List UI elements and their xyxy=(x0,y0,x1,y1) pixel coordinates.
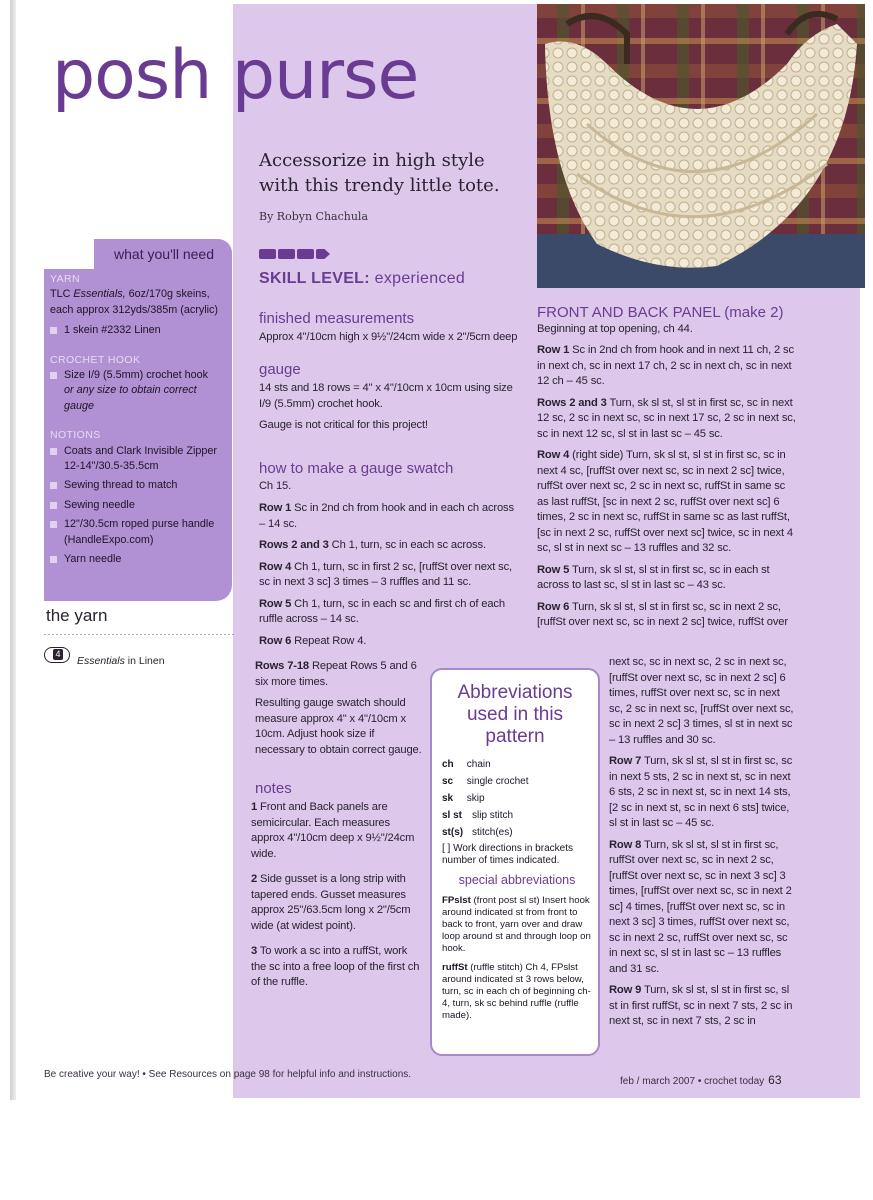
yarn-weight-number: 4 xyxy=(53,649,63,660)
swatch-row: Row 6 Repeat Row 4. xyxy=(259,634,367,647)
subtitle: Accessorize in high style with this trendy little tote. xyxy=(259,150,500,196)
finished-measurements-text: Approx 4"/10cm high x 9½"/24cm wide x 2"/5cm deep xyxy=(259,331,518,343)
note-item: 1 Front and Back panels are semicircular. Each measures approx 4"/10cm deep x 9½"/24cm wide. xyxy=(251,801,415,860)
byline: By Robyn Chachula xyxy=(259,210,369,223)
abbreviation-item: st(s) stitch(es) xyxy=(442,827,513,838)
skill-level-indicator xyxy=(259,246,332,256)
panel-row: Row 1 Sc in 2nd ch from hook and in next 11 ch, 2 sc in next ch, sc in next 17 ch, 2 sc in next ch, sc in next 12 ch – 45 sc. xyxy=(537,344,794,387)
abbreviation-item: sk skip xyxy=(442,793,485,804)
special-abbreviation: ruffSt (ruffle stitch) Ch 4, FPslst around indicated st 3 rows below, turn, sc in each ch of beginning ch-4, turn, sk sc behind ruffle (ruffle made). xyxy=(442,962,591,1021)
swatch-row: Row 5 Ch 1, turn, sc in each sc and first ch of each ruffle across – 14 sc. xyxy=(259,597,505,625)
what-you-need-heading: what you'll need xyxy=(114,246,214,262)
gauge-heading: gauge xyxy=(259,361,301,378)
swatch-row: Row 1 Sc in 2nd ch from hook and in each ch across – 14 sc. xyxy=(259,502,514,530)
hook-category: CROCHET HOOK xyxy=(50,353,141,366)
notions-category: NOTIONS xyxy=(50,429,101,442)
panel-row: Row 8 Turn, sk sl st, sl st in first sc, ruffSt over next sc, sc in next 2 sc, [ruffSt over next sc, sc in next 3 sc] 3 times, [ruffSt over next sc, sc in next 2 sc] 4 times, [ruffSt over next sc, sc in next 3 sc] 3 times, ruffSt over next sc, sc in next 2 sc, ruffSt over next sc, sc in next sc, sl st in last sc – 13 ruffles and 31 sc. xyxy=(609,838,792,975)
gauge-note: Gauge is not critical for this project! xyxy=(259,419,428,431)
swatch-intro: Ch 15. xyxy=(259,480,292,492)
abbreviations-list xyxy=(442,756,592,841)
swatch-heading: how to make a gauge swatch xyxy=(259,460,454,477)
special-abbreviation: FPslst (front post sl st) Insert hook around indicated st from front to back to front, yarn over and draw loop around st and through loop on hook. xyxy=(442,895,591,954)
bracket-note: [ ] Work directions in brackets number of times indicated. xyxy=(442,843,573,866)
abbreviation-item: sc single crochet xyxy=(442,776,529,787)
panel-row: Row 4 (right side) Turn, sk sl st, sl st in first sc, sc in next 4 sc, [ruffSt over next sc, sc in next 2 sc] twice, ruffSt over next sc, 2 sc in next sc, ruffSt in same sc as last ruffSt, [sc in next 2 sc, ruffSt over next sc] 6 times, 2 sc in next sc, ruffSt in same sc as last ruffSt, [sc in next 2 sc, ruffSt over next sc] twice, sc in next 4 sc, sl st in next sc – 13 ruffles and 32 sc. xyxy=(537,449,793,554)
abbreviation-item: ch chain xyxy=(442,759,491,770)
yarn-category: YARN xyxy=(50,273,80,285)
note-item: 2 Side gusset is a long strip with tapered ends. Gusset measures approx 25"/63.5cm long x 2"/5cm wide (at widest point). xyxy=(251,873,411,932)
yarn-description: TLC Essentials, 6oz/170g skeins, each approx 312yds/385m (acrylic) xyxy=(50,288,219,316)
special-abbreviations-list xyxy=(442,895,592,1029)
page-title: posh purse xyxy=(52,36,419,115)
purse-photo xyxy=(537,4,865,288)
panel-row: Row 9 Turn, sk sl st, sl st in first sc, sl st in first ruffSt, sc in next 7 sts, 2 sc in next st, sc in next 7 sts, 2 sc in xyxy=(609,984,793,1027)
notes-heading: notes xyxy=(255,780,292,797)
notion-item: Sewing thread to match xyxy=(50,478,226,493)
what-you-need-content xyxy=(50,272,226,568)
notion-item: Yarn needle xyxy=(50,552,226,567)
swatch-rows-wide xyxy=(259,501,521,655)
dotted-divider xyxy=(44,634,234,635)
finished-measurements-heading: finished measurements xyxy=(259,310,415,327)
panel-row: Row 6 Turn, sk sl st, sl st in first sc, sc in next 2 sc, [ruffSt over next sc, sc in next 2 sc] twice, ruffSt over xyxy=(537,600,788,628)
the-yarn-heading: the yarn xyxy=(46,606,108,625)
skill-level-label: SKILL LEVEL: xyxy=(259,270,370,287)
hook-item: Size I/9 (5.5mm) crochet hook or any size to obtain correct gauge xyxy=(50,368,226,414)
yarn-weight-icon xyxy=(44,647,70,663)
abbreviations-title: Abbreviations used in this pattern xyxy=(457,682,573,747)
notion-item: Coats and Clark Invisible Zipper 12-14"/30.5-35.5cm xyxy=(50,444,226,475)
panel-row: Row 7 Turn, sk sl st, sl st in first sc, sc in next 5 sts, 2 sc in next st, sc in next 6 sts, 2 sc in next st, sc in next 14 sts, [2 sc in next st, sc in next 6 sts] twice, sl st in last sc – 45 sc. xyxy=(609,755,793,829)
special-abbreviations-heading: special abbreviations xyxy=(458,873,576,887)
swatch-rows-narrow xyxy=(255,659,425,764)
panel-row: Rows 2 and 3 Turn, sk sl st, sl st in first sc, sc in next 12 sc, 2 sc in next sc, sc in next 17 sc, 2 sc in next sc, sc in next 12 sc, sl st in last sc – 45 sc. xyxy=(537,396,796,440)
panel-rows-wide xyxy=(537,343,797,631)
abbreviation-item: sl st slip stitch xyxy=(442,810,514,821)
notion-item: 12"/30.5cm roped purse handle (HandleExpo.com) xyxy=(50,517,226,548)
page-number: 63 xyxy=(768,1073,782,1087)
swatch-row: Rows 7-18 Repeat Rows 5 and 6 six more times. xyxy=(255,660,417,688)
skill-level-value: experienced xyxy=(374,270,466,287)
note-item: 3 To work a sc into a ruffSt, work the sc into a free loop of the first ch of the ruffle. xyxy=(251,945,420,988)
page-gutter-shadow xyxy=(10,0,16,1100)
panel-rows-narrow xyxy=(609,655,795,1036)
gauge-text xyxy=(259,381,524,440)
panel-row: next sc, sc in next sc, 2 sc in next sc, [ruffSt over next sc, sc in next 2 sc] 6 times, ruffSt over next sc, sc in next sc, 2 sc in next sc, [ruffSt over next sc, sc in next 2 sc] 3 times, sl st in next sc – 13 ruffles and 30 sc. xyxy=(609,656,794,746)
panel-heading: FRONT AND BACK PANEL (make 2) xyxy=(537,304,784,321)
notes-list xyxy=(251,800,421,997)
swatch-row: Rows 2 and 3 Ch 1, turn, sc in each sc across. xyxy=(259,539,486,551)
gauge-spec: 14 sts and 18 rows = 4" x 4"/10cm x 10cm using size I/9 (5.5mm) crochet hook. xyxy=(259,382,513,410)
tab-cutout xyxy=(44,239,94,269)
swatch-row: Row 4 Ch 1, turn, sc in first 2 sc, [ruffSt over next sc, sc in next 3 sc] 3 times – 3 ruffles and 11 sc. xyxy=(259,560,513,588)
the-yarn-label: Essentials in Linen xyxy=(77,655,165,667)
panel-intro: Beginning at top opening, ch 44. xyxy=(537,323,693,335)
yarn-item: 1 skein #2332 Linen xyxy=(50,323,226,338)
skill-level xyxy=(259,270,465,288)
swatch-result: Resulting gauge swatch should measure approx 4" x 4"/10cm x 10cm. Adjust hook size if necessary to obtain correct gauge. xyxy=(255,697,422,756)
notion-item: Sewing needle xyxy=(50,498,226,513)
footer-issue: feb / march 2007 • crochet today 63 xyxy=(620,1073,782,1087)
panel-row: Row 5 Turn, sk sl st, sl st in first sc, sc in each st across to last sc, sl st in last sc – 43 sc. xyxy=(537,563,770,591)
footer-note: Be creative your way! • See Resources on page 98 for helpful info and instructions. xyxy=(44,1069,412,1080)
